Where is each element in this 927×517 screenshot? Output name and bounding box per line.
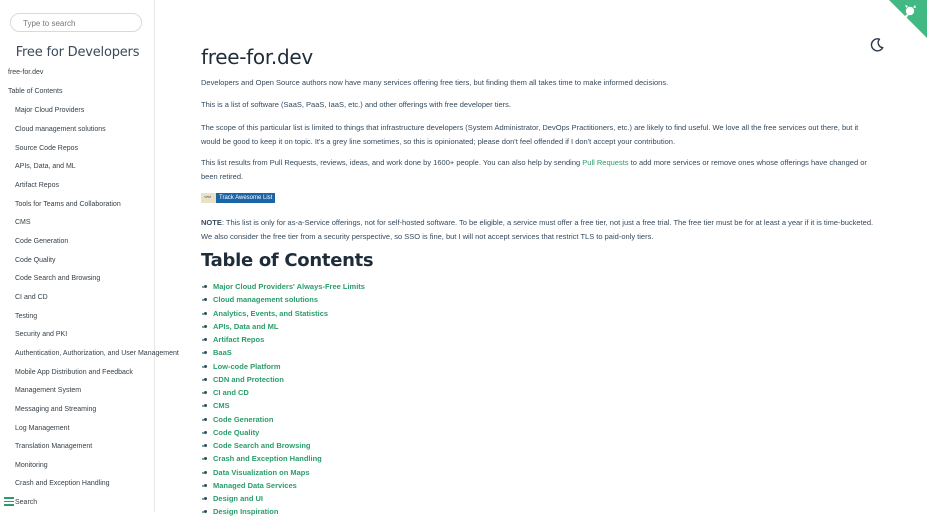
note-paragraph [201, 216, 877, 243]
toc-item[interactable]: • CDN and Protection [213, 374, 284, 385]
toc-item[interactable]: • Analytics, Events, and Statistics [213, 308, 328, 319]
page-title: free-for.dev [201, 45, 313, 69]
toc-item[interactable]: • Code Search and Browsing [213, 440, 311, 451]
sidebar-item-messaging-and-streaming[interactable]: Messaging and Streaming [15, 406, 97, 413]
toc-item[interactable]: • Managed Data Services [213, 480, 297, 491]
sidebar-item-translation-management[interactable]: Translation Management [15, 443, 93, 450]
toc-item[interactable]: • Artifact Repos [213, 334, 264, 345]
site-title[interactable]: Free for Developers [15, 45, 140, 60]
sidebar-item-monitoring[interactable]: Monitoring [15, 462, 48, 469]
github-corner-icon[interactable] [889, 0, 927, 38]
note-text: : This list is only for as-a-Service offerings, not for self-hosted software. To be eligible, a service must offer a free tier, not just a free trial. The free tier must be for at least a year if it is time-bucketed. We also consider the free tier from a security perspective, so SSO is fine, but I will not accept services that restrict TLS to paid-only tiers. [201, 218, 874, 241]
sidebar-item-artifact-repos[interactable]: Artifact Repos [15, 182, 59, 189]
toc-item[interactable]: • Code Generation [213, 414, 273, 425]
toc-item[interactable]: • Design and UI [213, 493, 263, 504]
scope-detail-paragraph: The scope of this particular list is limited to things that infrastructure developers (System Administrator, DevOps Practitioners, etc.) are likely to find useful. We love all the free services out there, but it would be good to keep it on topic. It's a grey line sometimes, so this is opinionated; please don't feel offended if I don't accept your contribution. [201, 123, 859, 146]
sidebar-item-tools-for-teams-and-collaboration[interactable]: Tools for Teams and Collaboration [15, 201, 121, 208]
toc-item[interactable]: • Cloud management solutions [213, 294, 318, 305]
sidebar-item-table-of-contents[interactable]: Table of Contents [8, 88, 63, 95]
search-box[interactable] [10, 13, 142, 32]
sidebar-item-code-search-and-browsing[interactable]: Code Search and Browsing [15, 275, 101, 282]
search-input[interactable] [23, 16, 137, 30]
sidebar-item-code-quality[interactable]: Code Quality [15, 257, 56, 264]
contribution-text-start: This list results from Pull Requests, reviews, ideas, and work done by 1600+ people. You can also help by sending [201, 158, 583, 167]
sidebar-item-source-code-repos[interactable]: Source Code Repos [15, 145, 79, 152]
sidebar-item-apis-data-and-ml[interactable]: APIs, Data, and ML [15, 163, 76, 170]
toc-item[interactable]: • Crash and Exception Handling [213, 453, 322, 464]
moon-icon[interactable] [870, 38, 884, 52]
toc-item[interactable]: • BaaS [213, 347, 232, 358]
sidebar-item-mobile-app-distribution-and-feedback[interactable]: Mobile App Distribution and Feedback [15, 369, 133, 376]
sidebar-item-search[interactable]: Search [15, 499, 38, 506]
toc-item[interactable]: • Low-code Platform [213, 361, 281, 372]
badge-label: Track Awesome List [216, 193, 275, 203]
sidebar-item-free-for-dev[interactable]: free-for.dev [8, 69, 44, 76]
sidebar-item-cms[interactable]: CMS [15, 219, 31, 226]
intro-paragraph: Developers and Open Source authors now have many services offering free tiers, but finding them all takes time to make informed decisions. [201, 78, 669, 87]
sidebar-item-authentication-authorization-and-user-management[interactable]: Authentication, Authorization, and User Management [15, 350, 179, 357]
toc-item[interactable]: • Design Inspiration [213, 506, 278, 517]
toc-item[interactable]: • CI and CD [213, 387, 249, 398]
toc-item[interactable]: • CMS [213, 400, 230, 411]
sidebar-item-security-and-pki[interactable]: Security and PKI [15, 331, 68, 338]
sidebar-item-crash-and-exception-handling[interactable]: Crash and Exception Handling [15, 480, 110, 487]
sidebar-item-management-system[interactable]: Management System [15, 387, 82, 394]
note-label: NOTE [201, 218, 222, 227]
contribution-text-end: to add more services or remove ones whose offerings have changed or been retired. [201, 158, 867, 181]
sidebar-item-cloud-management-solutions[interactable]: Cloud management solutions [15, 126, 106, 133]
toc-item[interactable]: • Code Quality [213, 427, 259, 438]
pull-requests-link[interactable]: Pull Requests [582, 158, 629, 167]
toc-item[interactable]: • APIs, Data and ML [213, 321, 278, 332]
sidebar-item-ci-and-cd[interactable]: CI and CD [15, 294, 48, 301]
track-awesome-list-badge[interactable] [201, 193, 275, 203]
sidebar-item-log-management[interactable]: Log Management [15, 425, 70, 432]
hamburger-icon[interactable] [4, 497, 14, 506]
main-content [155, 0, 927, 517]
glasses-icon: 👓 [201, 193, 216, 203]
toc-heading: Table of Contents [201, 250, 374, 271]
contribution-paragraph [201, 156, 877, 183]
sidebar-item-major-cloud-providers[interactable]: Major Cloud Providers [15, 107, 85, 114]
scope-paragraph: This is a list of software (SaaS, PaaS, IaaS, etc.) and other offerings with free developer tiers. [201, 100, 512, 109]
toc-item[interactable]: • Major Cloud Providers' Always-Free Limits [213, 281, 365, 292]
sidebar-item-testing[interactable]: Testing [15, 313, 38, 320]
sidebar-item-code-generation[interactable]: Code Generation [15, 238, 69, 245]
toc-item[interactable]: • Data Visualization on Maps [213, 467, 310, 478]
sidebar [0, 0, 179, 512]
